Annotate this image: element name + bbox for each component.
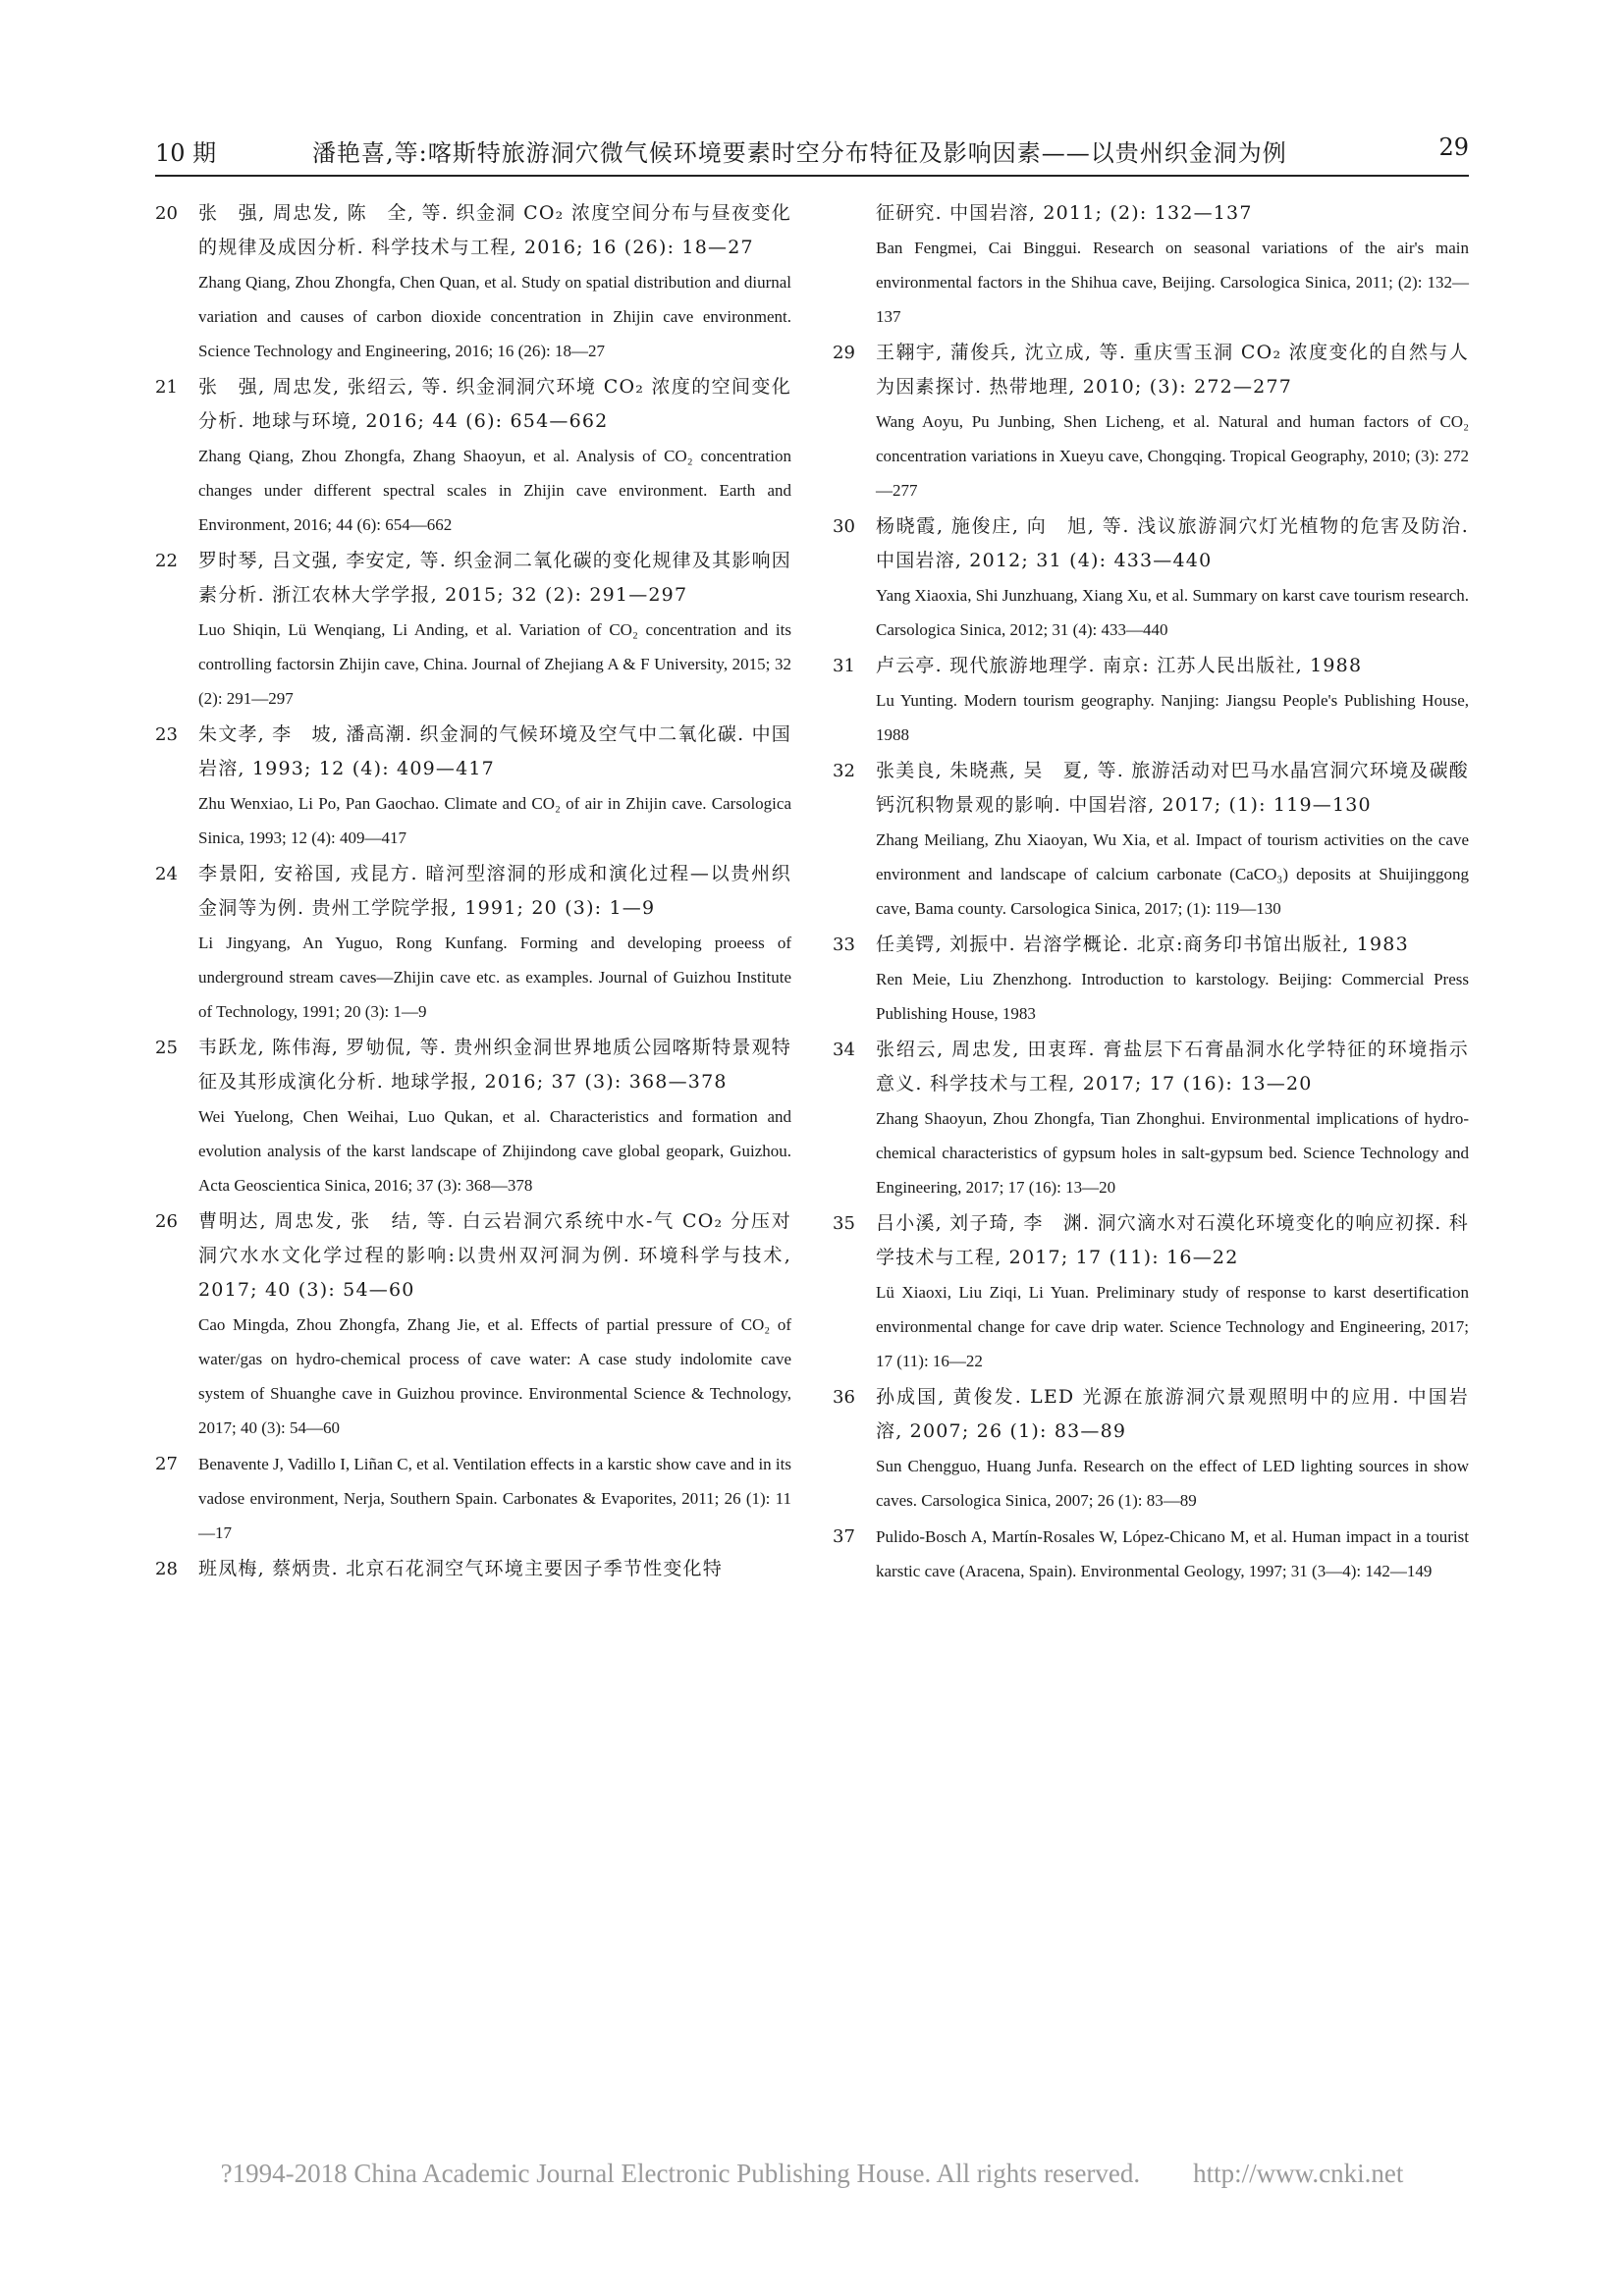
reference-number: 34 [833,1040,855,1060]
running-title: 潘艳喜,等:喀斯特旅游洞穴微气候环境要素时空分布特征及影响因素——以贵州织金洞为例 [312,139,1287,167]
reference-number: 25 [155,1038,178,1058]
reference-english: Benavente J, Vadillo I, Liñan C, et al. Ventilation effects in a karstic show cave and in its vadose environment, Nerja, Southern Spain. Carbonates & Evaporites, 2011; 26 (1): 11—17 [198,1455,791,1542]
reference-21 [155,370,791,542]
reference-chinese: 李景阳, 安裕国, 戎昆方. 暗河型溶洞的形成和演化过程—以贵州织金洞等为例. 贵州工学院学报, 1991; 20 (3): 1—9 [198,863,791,919]
reference-chinese: 曹明达, 周忠发, 张 结, 等. 白云岩洞穴系统中水-气 CO₂ 分压对洞穴水水文化学过程的影响:以贵州双河洞为例. 环境科学与技术, 2017; 40 (3): 54—60 [198,1210,791,1301]
copyright-footer: ?1994-2018 China Academic Journal Electronic Publishing House. All rights reserved. http://www.cnki.net [220,2159,1404,2188]
reference-chinese: 韦跃龙, 陈伟海, 罗劬侃, 等. 贵州织金洞世界地质公园喀斯特景观特征及其形成演化分析. 地球学报, 2016; 37 (3): 368—378 [198,1037,791,1093]
page-number: 29 [1438,133,1469,161]
reference-chinese: 王翱宇, 蒲俊兵, 沈立成, 等. 重庆雪玉洞 CO₂ 浓度变化的自然与人为因素探讨. 热带地理, 2010; (3): 272—277 [876,342,1469,398]
reference-english: Lü Xiaoxi, Liu Ziqi, Li Yuan. Preliminary study of response to karst desertification environmental change for cave drip water. Science Technology and Engineering, 2017; 17 (11): 16—22 [876,1283,1469,1370]
reference-number: 20 [155,203,178,224]
reference-29 [833,336,1469,507]
reference-22 [155,544,791,716]
reference-english: Lu Yunting. Modern tourism geography. Nanjing: Jiangsu People's Publishing House, 1988 [876,691,1469,744]
reference-english: Ban Fengmei, Cai Binggui. Research on seasonal variations of the air's main environmental factors in the Shihua cave, Beijing. Carsologica Sinica, 2011; (2): 132—137 [876,239,1469,326]
reference-chinese: 朱文孝, 李 坡, 潘高潮. 织金洞的气候环境及空气中二氧化碳. 中国岩溶, 1993; 12 (4): 409—417 [198,723,791,779]
reference-26 [155,1204,791,1445]
references-left-column [155,196,791,1588]
reference-25 [155,1031,791,1202]
reference-english: Li Jingyang, An Yuguo, Rong Kunfang. Forming and developing proeess of underground stream caves—Zhijin cave etc. as examples. Journal of Guizhou Institute of Technology, 1991; 20 (3): 1—9 [198,934,791,1021]
reference-36 [833,1380,1469,1518]
reference-chinese: 吕小溪, 刘子琦, 李 渊. 洞穴滴水对石漠化环境变化的响应初探. 科学技术与工程, 2017; 17 (11): 16—22 [876,1212,1469,1268]
reference-chinese: 班凤梅, 蔡炳贵. 北京石花洞空气环境主要因子季节性变化特 [198,1558,723,1579]
reference-24 [155,857,791,1029]
reference-chinese: 卢云亭. 现代旅游地理学. 南京: 江苏人民出版社, 1988 [876,655,1363,676]
reference-chinese: 张绍云, 周忠发, 田衷珲. 膏盐层下石膏晶洞水化学特征的环境指示意义. 科学技术与工程, 2017; 17 (16): 13—20 [876,1039,1469,1095]
reference-english: Zhang Shaoyun, Zhou Zhongfa, Tian Zhonghui. Environmental implications of hydro-chemical characteristics of gypsum holes in salt-gypsum bed. Science Technology and Engineering, 2017; 17 (16): 13—20 [876,1109,1469,1197]
reference-number: 29 [833,343,855,363]
reference-english: Sun Chengguo, Huang Junfa. Research on the effect of LED lighting sources in show caves. Carsologica Sinica, 2007; 26 (1): 83—89 [876,1457,1469,1510]
references-right-column [833,196,1469,1590]
reference-28-continued [833,196,1469,334]
reference-31 [833,649,1469,752]
reference-chinese: 张美良, 朱晓燕, 吴 夏, 等. 旅游活动对巴马水晶宫洞穴环境及碳酸钙沉积物景观的影响. 中国岩溶, 2017; (1): 119—130 [876,760,1469,816]
header-rule [155,175,1469,177]
reference-30 [833,509,1469,647]
reference-english: Wei Yuelong, Chen Weihai, Luo Qukan, et al. Characteristics and formation and evolution analysis of the karst landscape of Zhijindong cave global geopark, Guizhou. Acta Geoscientica Sinica, 2016; 37 (3): 368—378 [198,1107,791,1195]
reference-english: Yang Xiaoxia, Shi Junzhuang, Xiang Xu, et al. Summary on karst cave tourism research. Carsologica Sinica, 2012; 31 (4): 433—440 [876,586,1469,639]
reference-number: 21 [155,377,178,398]
reference-number: 27 [155,1454,178,1474]
reference-english: Luo Shiqin, Lü Wenqiang, Li Anding, et al. Variation of CO₂ concentration and its controlling factorsin Zhijin cave, China. Journal of Zhejiang A & F University, 2015; 32 (2): 291—297 [198,620,791,708]
reference-23 [155,718,791,855]
reference-number: 26 [155,1211,178,1232]
reference-number: 22 [155,551,178,571]
reference-28 [155,1552,791,1586]
reference-number: 23 [155,724,178,745]
reference-english: Zhu Wenxiao, Li Po, Pan Gaochao. Climate and CO₂ of air in Zhijin cave. Carsologica Sinica, 1993; 12 (4): 409—417 [198,794,791,847]
reference-english: Ren Meie, Liu Zhenzhong. Introduction to karstology. Beijing: Commercial Press Publishing House, 1983 [876,970,1469,1023]
reference-chinese: 征研究. 中国岩溶, 2011; (2): 132—137 [876,202,1253,224]
reference-english: Wang Aoyu, Pu Junbing, Shen Licheng, et al. Natural and human factors of CO₂ concentration variations in Xueyu cave, Chongqing. Tropical Geography, 2010; (3): 272—277 [876,412,1469,500]
reference-number: 35 [833,1213,855,1234]
reference-chinese: 罗时琴, 吕文强, 李安定, 等. 织金洞二氧化碳的变化规律及其影响因素分析. 浙江农林大学学报, 2015; 32 (2): 291—297 [198,550,791,606]
reference-english: Pulido-Bosch A, Martín-Rosales W, López-Chicano M, et al. Human impact in a tourist karstic cave (Aracena, Spain). Environmental Geology, 1997; 31 (3—4): 142—149 [876,1527,1469,1580]
reference-number: 28 [155,1559,178,1579]
reference-number: 31 [833,656,855,676]
reference-english: Zhang Qiang, Zhou Zhongfa, Chen Quan, et al. Study on spatial distribution and diurnal variation and causes of carbon dioxide concentration in Zhijin cave environment. Science Technology and Engineering, 2016; 16 (26): 18—27 [198,273,791,360]
reference-english: Zhang Qiang, Zhou Zhongfa, Zhang Shaoyun, et al. Analysis of CO₂ concentration changes under different spectral scales in Zhijin cave environment. Earth and Environment, 2016; 44 (6): 654—662 [198,447,791,534]
reference-number: 30 [833,516,855,537]
reference-34 [833,1033,1469,1204]
reference-number: 32 [833,761,855,781]
reference-chinese: 任美锷, 刘振中. 岩溶学概论. 北京:商务印书馆出版社, 1983 [876,934,1409,955]
reference-37 [833,1520,1469,1588]
reference-english: Cao Mingda, Zhou Zhongfa, Zhang Jie, et al. Effects of partial pressure of CO₂ of water/gas on hydro-chemical process of cave water: A case study indolomite cave system of Shuanghe cave in Guizhou province. Environmental Science & Technology, 2017; 40 (3): 54—60 [198,1315,791,1437]
reference-27 [155,1447,791,1550]
reference-english: Zhang Meiliang, Zhu Xiaoyan, Wu Xia, et al. Impact of tourism activities on the cave environment and landscape of calcium carbonate (CaCO₃) deposits at Shuijinggong cave, Bama county. Carsologica Sinica, 2017; (1): 119—130 [876,830,1469,918]
reference-chinese: 杨晓霞, 施俊庄, 向 旭, 等. 浅议旅游洞穴灯光植物的危害及防治. 中国岩溶, 2012; 31 (4): 433—440 [876,515,1469,571]
reference-35 [833,1206,1469,1378]
reference-number: 24 [155,864,178,884]
reference-20 [155,196,791,368]
reference-chinese: 孙成国, 黄俊发. LED 光源在旅游洞穴景观照明中的应用. 中国岩溶, 2007; 26 (1): 83—89 [876,1386,1469,1442]
reference-number: 37 [833,1526,855,1547]
reference-32 [833,754,1469,926]
issue-number: 10 期 [155,139,217,167]
running-header [155,128,1469,167]
reference-chinese: 张 强, 周忠发, 张绍云, 等. 织金洞洞穴环境 CO₂ 浓度的空间变化分析. 地球与环境, 2016; 44 (6): 654—662 [198,376,791,432]
reference-33 [833,928,1469,1031]
reference-number: 36 [833,1387,855,1408]
reference-chinese: 张 强, 周忠发, 陈 全, 等. 织金洞 CO₂ 浓度空间分布与昼夜变化的规律及成因分析. 科学技术与工程, 2016; 16 (26): 18—27 [198,202,791,258]
reference-number: 33 [833,934,855,955]
